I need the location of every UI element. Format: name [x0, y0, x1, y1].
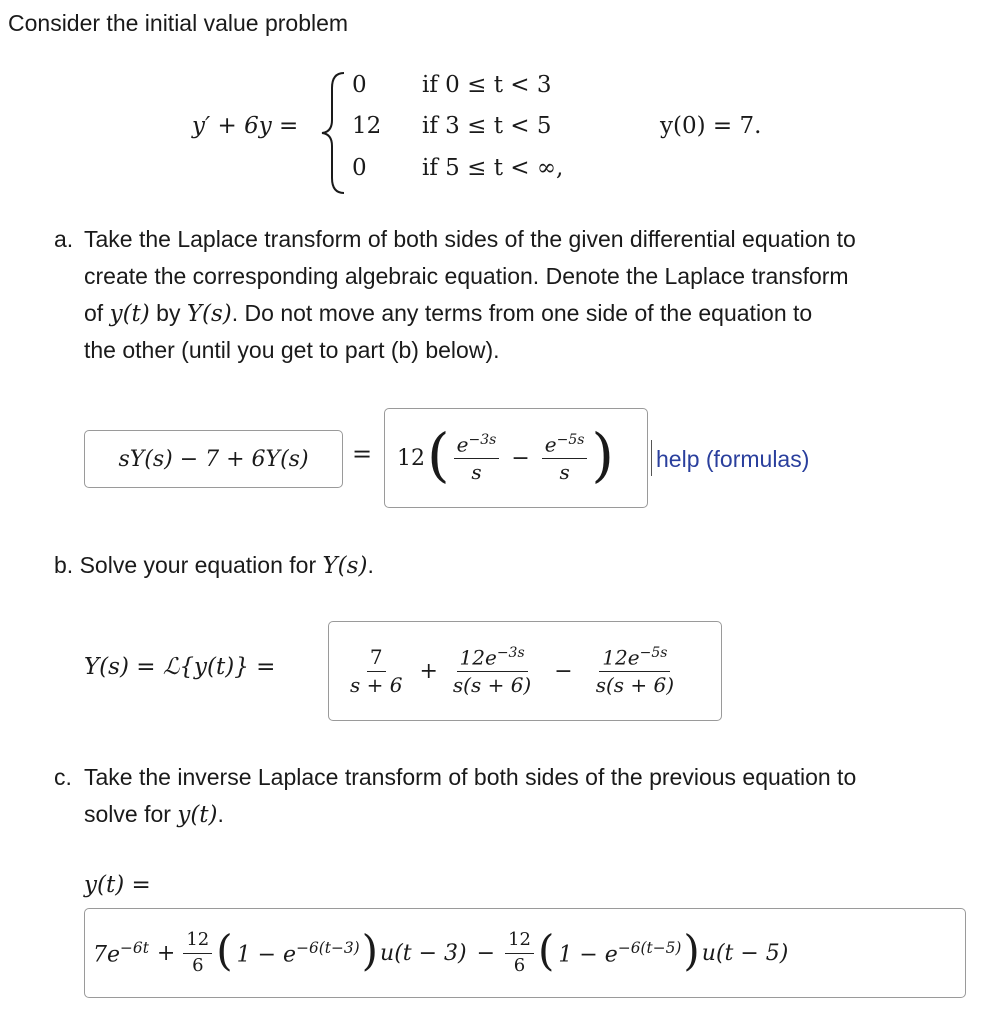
part-c-paren-body-2: $1 - e^{-6(t-5)}$ [558, 938, 682, 968]
part-c-paren-open-2: ( [537, 926, 555, 975]
part-b-minus: − [554, 658, 573, 684]
part-a-line-1: Take the Laplace transform of both sides of the given differential equation to [84, 226, 856, 252]
part-c-answer-input[interactable] [84, 908, 966, 998]
part-c-unit-step-2: u(t − 5) [701, 940, 789, 966]
part-c-line-1: Take the inverse Laplace transform of both sides of the previous equation to [84, 764, 857, 790]
initial-condition: y(0) = 7. [660, 113, 762, 139]
rhs-coefficient: 12 [397, 445, 425, 471]
part-b-plus: + [419, 658, 438, 684]
part-b-fraction-3: $\frac{12e^{-5s}}{s(s + 6)}$ [595, 644, 675, 698]
part-a-line-2: create the corresponding algebraic equation. Denote the Laplace transform [84, 263, 849, 289]
part-b-answer-input[interactable] [328, 621, 722, 721]
part-c-unit-step-1: u(t − 3) [380, 940, 467, 966]
rhs-left-paren: ( [427, 421, 450, 489]
case-1-condition: if 0 ≤ t < 3 [422, 72, 552, 98]
rhs-fraction-2: $\frac{e^{-5s}}{s}$ [542, 432, 588, 485]
part-c-paren-close-1: ) [361, 926, 379, 975]
rhs-right-paren: ) [591, 421, 615, 489]
case-2-condition: if 3 ≤ t < 5 [422, 113, 552, 139]
part-c-fraction-1: $\frac{12}{6}$ [183, 930, 212, 976]
part-b-lhs: Y(s) = ℒ{y(t)} = [84, 654, 276, 680]
lhs-answer-value: sY(s) − 7 + 6Y(s) [118, 446, 309, 472]
part-c-fraction-2: $\frac{12}{6}$ [505, 930, 534, 976]
part-c-line-2: solve for y(t). [84, 801, 224, 828]
help-separator [651, 440, 652, 476]
part-c-exp-term: $7e^{-6t}$ [93, 938, 149, 968]
part-c-plus: + [156, 940, 176, 966]
part-b-fraction-2: $\frac{12e^{-3s}}{s(s + 6)}$ [452, 644, 532, 698]
part-b-fraction-1: $\frac{7}{s + 6}$ [350, 644, 403, 697]
rhs-minus: − [511, 445, 530, 471]
left-brace [318, 70, 348, 196]
case-1-value: 0 [352, 72, 367, 98]
part-c-letter: c. [54, 764, 72, 790]
part-c-paren-open-1: ( [216, 926, 233, 975]
part-a-line-4: the other (until you get to part (b) below). [84, 337, 500, 363]
rhs-answer-input[interactable] [384, 408, 648, 508]
equals-sign: = [352, 440, 373, 468]
intro-text: Consider the initial value problem [8, 10, 349, 36]
rhs-fraction-1: $\frac{e^{-3s}}{s}$ [454, 432, 500, 485]
part-a-letter: a. [54, 226, 74, 252]
part-a-line-3: of y(t) by Y(s). Do not move any terms from one side of the equation to [84, 300, 813, 327]
case-2-value: 12 [352, 113, 382, 139]
part-c-y-label: y(t) = [84, 872, 151, 898]
part-b-prompt: b. Solve your equation for Y(s). [54, 552, 374, 579]
ivp-lhs: y′ + 6y = [192, 113, 299, 139]
help-formulas-link[interactable]: help (formulas) [656, 446, 810, 472]
case-3-value: 0 [352, 155, 367, 181]
part-c-minus: − [476, 940, 496, 966]
lhs-answer-input[interactable] [84, 430, 343, 488]
part-c-paren-close-2: ) [683, 926, 700, 975]
case-3-condition: if 5 ≤ t < ∞, [422, 155, 564, 181]
part-c-paren-body-1: $1 - e^{-6(t-3)}$ [236, 938, 360, 968]
